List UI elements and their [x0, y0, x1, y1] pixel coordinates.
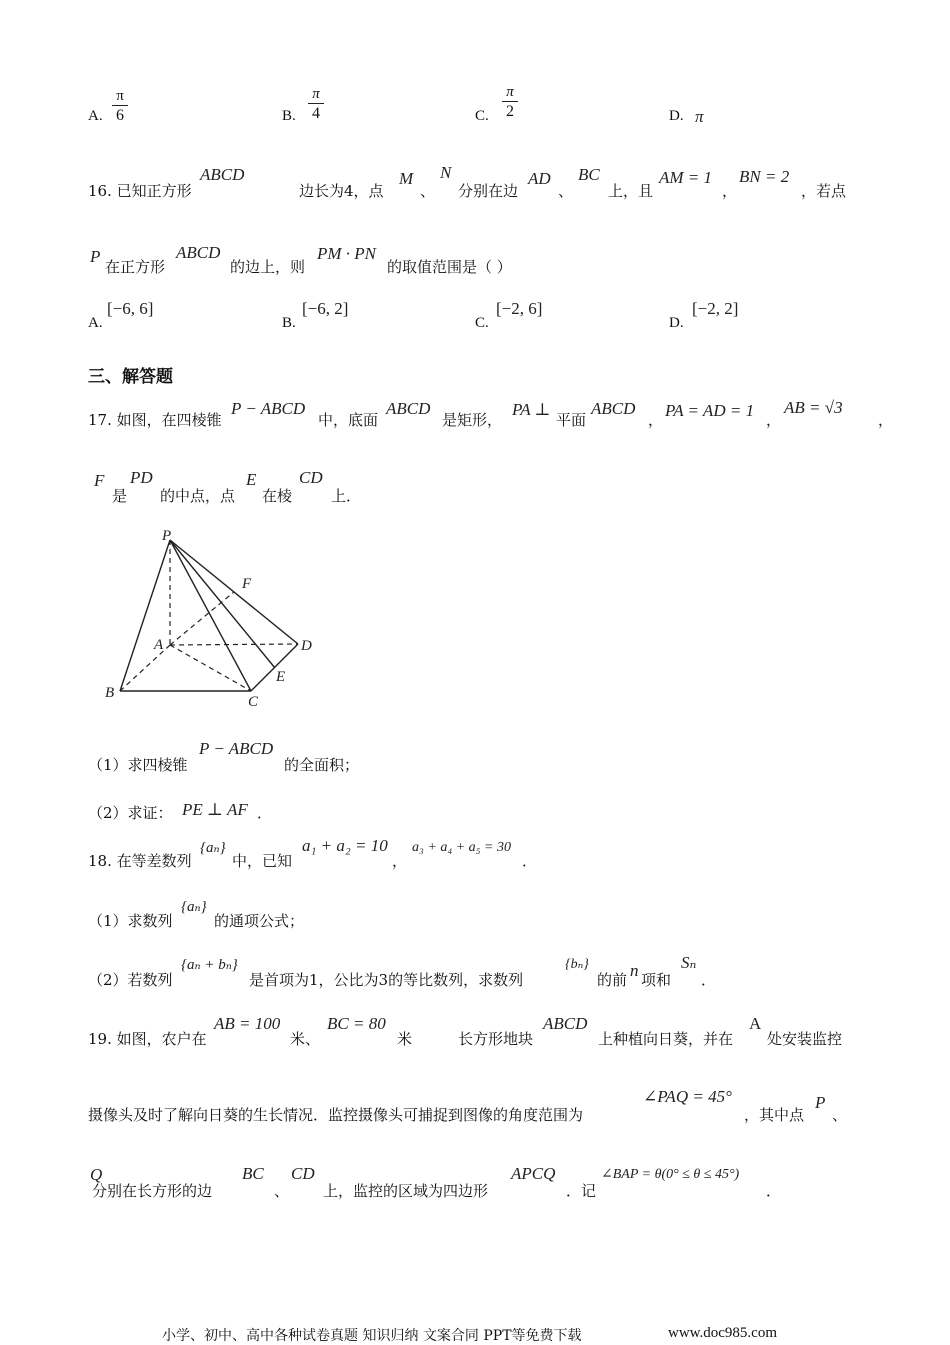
q17-point-e: E	[246, 470, 257, 489]
q18-part2-pre: （2）若数列	[88, 971, 173, 989]
q17-equation-1: PA = AD = 1	[665, 401, 755, 420]
q18-part2-end: ．	[701, 971, 717, 989]
label-e: E	[276, 669, 286, 685]
q18-part1-pre: （1）求数列	[88, 912, 173, 930]
q16-text-1: 边长为4，点	[299, 182, 384, 200]
q19-bc-length: BC = 80	[327, 1014, 386, 1033]
q18-part2-sequence-b: {bₙ}	[565, 957, 589, 972]
q16-dot-product: PM · PN	[317, 244, 377, 263]
q19-angle: ∠PAQ = 45°	[643, 1087, 732, 1106]
q15-option-c-fraction	[502, 84, 518, 121]
pyramid-figure	[100, 525, 330, 715]
q17-part1-post: 的全面积；	[284, 756, 360, 774]
q17-text-2: 是矩形，	[442, 411, 503, 429]
q17-text-3: 平面	[556, 411, 587, 429]
q16-text-5: 在正方形	[105, 258, 166, 276]
label-a: A	[154, 637, 164, 653]
fraction-denominator: 6	[116, 107, 124, 124]
q19-ab-length: AB = 100	[214, 1014, 281, 1033]
q19-quadrilateral: APCQ	[511, 1164, 556, 1183]
q15-option-a-fraction	[112, 88, 128, 125]
q19-prefix: 19. 如图，农户在	[88, 1030, 207, 1048]
q19-text-9: 上，监控的区域为四边形	[323, 1182, 489, 1200]
q19-sep: 、	[274, 1182, 290, 1200]
q19-line-2: 摄像头及时了解向日葵的生长情况．监控摄像头可捕捉到图像的角度范围为	[88, 1106, 584, 1124]
q16-bn-equation: BN = 2	[739, 167, 790, 186]
q15-option-a-letter: A.	[88, 108, 103, 124]
q16-point-p: P	[90, 247, 101, 266]
q17-text-4: 是	[112, 487, 128, 505]
fraction-bar	[502, 101, 518, 102]
q17-plane: ABCD	[591, 399, 636, 418]
q19-text-4: 上种植向日葵，并在	[598, 1030, 734, 1048]
q18-text-1: 中，已知	[232, 852, 293, 870]
q17-edge-pd: PD	[130, 468, 153, 487]
label-b: B	[105, 685, 115, 701]
q17-text-6: 在棱	[262, 487, 293, 505]
q19-point-q: Q	[90, 1165, 103, 1184]
q18-sequence: {aₙ}	[200, 840, 226, 856]
q16-option-a-value: [−6, 6]	[107, 299, 154, 318]
q18-part2-text: 的前	[597, 971, 628, 989]
edge-pe	[170, 540, 275, 668]
q19-edge-cd: CD	[291, 1164, 315, 1183]
q17-text-1: 中，底面	[318, 411, 379, 429]
fraction-numerator: π	[312, 86, 320, 102]
q19-text-2: 米	[397, 1030, 413, 1048]
q16-option-c-value: [−2, 6]	[496, 299, 543, 318]
q18-part2-sum: Sₙ	[681, 953, 697, 972]
q16-edge-ad: AD	[528, 169, 551, 188]
q18-part1-post: 的通项公式；	[214, 912, 305, 930]
q15-option-d-value: π	[695, 107, 704, 126]
label-c: C	[248, 694, 259, 710]
q16-point-n: N	[440, 163, 452, 182]
q16-prefix: 16. 已知正方形	[88, 182, 192, 200]
q19-text-7: 、	[832, 1106, 848, 1124]
q16-edge-bc: BC	[578, 165, 600, 184]
q15-option-d-letter: D.	[669, 108, 684, 124]
q18-end: ．	[522, 852, 538, 870]
q16-point-m: M	[399, 169, 414, 188]
q17-comma-2: ，	[766, 411, 782, 429]
fraction-numerator: π	[116, 88, 124, 104]
q18-equation-2: a₃ + a₄ + a₅ = 30	[412, 840, 511, 855]
q19-theta-range: ∠BAP = θ(0° ≤ θ ≤ 45°)	[601, 1167, 740, 1182]
q16-option-d-value: [−2, 2]	[692, 299, 739, 318]
q19-text-10: ．记	[566, 1182, 597, 1200]
q19-text-8: 分别在长方形的边	[92, 1182, 213, 1200]
q15-option-b-letter: B.	[282, 108, 296, 124]
q16-comma: ，	[722, 182, 738, 200]
q18-part2-mid: 是首项为1，公比为3的等比数列，求数列	[249, 971, 524, 989]
footer-url[interactable]: www.doc985.com	[668, 1325, 778, 1341]
q16-option-c-letter: C.	[475, 315, 489, 331]
q19-text-6: ，其中点	[744, 1106, 805, 1124]
q19-text-3: 长方形地块	[458, 1030, 534, 1048]
q15-option-b-fraction	[308, 86, 324, 123]
section-heading: 三、解答题	[88, 367, 173, 387]
edge-pb	[120, 540, 170, 691]
q17-text-5: 的中点，点	[160, 487, 236, 505]
q15-option-c-letter: C.	[475, 108, 489, 124]
q19-text-1: 米、	[290, 1030, 321, 1048]
q17-part2-math: PE ⊥ AF	[182, 800, 248, 819]
q19-text-5: 处安装监控	[767, 1030, 843, 1048]
fraction-numerator: π	[506, 84, 514, 100]
q17-part1-pre: （1）求四棱锥	[88, 756, 188, 774]
q18-part2-sequence: {aₙ + bₙ}	[181, 957, 238, 973]
label-d: D	[301, 638, 312, 654]
q18-part2-text-2: 项和	[641, 971, 672, 989]
q17-pyramid: P − ABCD	[231, 399, 306, 418]
edge-ad-hidden	[170, 644, 298, 645]
q18-prefix: 18. 在等差数列	[88, 852, 192, 870]
q16-text-2: 分别在边	[458, 182, 519, 200]
q16-text-3: 上，且	[608, 182, 654, 200]
q19-point-a: A	[749, 1014, 762, 1033]
q18-comma: ，	[392, 852, 408, 870]
q19-rectangle: ABCD	[543, 1014, 588, 1033]
q17-part1-math: P − ABCD	[199, 739, 274, 758]
label-p: P	[162, 528, 172, 544]
q16-sep-1: 、	[420, 182, 436, 200]
q17-point-f: F	[94, 471, 105, 490]
q16-square: ABCD	[200, 165, 245, 184]
fraction-denominator: 2	[506, 103, 514, 120]
fraction-denominator: 4	[312, 105, 320, 122]
q18-equation-1: a₁ + a₂ = 10	[302, 836, 388, 855]
q17-equation-2: AB = √3	[784, 398, 843, 417]
q16-option-b-letter: B.	[282, 315, 296, 331]
q16-sep-2: 、	[558, 182, 574, 200]
q16-square-2: ABCD	[176, 243, 221, 262]
q17-comma-1: ，	[648, 411, 664, 429]
q17-text-7: 上．	[331, 487, 362, 505]
q18-part2-n: n	[630, 961, 639, 980]
fraction-bar	[112, 105, 128, 106]
q16-text-4: ，若点	[801, 182, 847, 200]
fraction-bar	[308, 103, 324, 104]
q16-option-d-letter: D.	[669, 315, 684, 331]
q16-text-7: 的取值范围是（ ）	[387, 258, 512, 276]
q17-pa-perp: PA ⊥	[512, 400, 551, 419]
q17-prefix: 17. 如图，在四棱锥	[88, 411, 222, 429]
q16-text-6: 的边上，则	[230, 258, 306, 276]
q19-edge-bc: BC	[242, 1164, 264, 1183]
q19-point-p: P	[815, 1093, 826, 1112]
q16-option-a-letter: A.	[88, 315, 103, 331]
q17-base: ABCD	[386, 399, 431, 418]
q19-end: ．	[766, 1182, 782, 1200]
q17-part2-pre: （2）求证：	[88, 804, 173, 822]
q16-option-b-value: [−6, 2]	[302, 299, 349, 318]
q18-part1-sequence: {aₙ}	[181, 899, 207, 915]
edge-cd	[251, 644, 298, 691]
q17-edge-cd: CD	[299, 468, 323, 487]
label-f: F	[242, 576, 252, 592]
q17-comma-3: ，	[878, 411, 894, 429]
footer-text: 小学、初中、高中各种试卷真题 知识归纳 文案合同 PPT等免费下载	[162, 1328, 582, 1344]
q17-part2-post: ．	[257, 804, 273, 822]
q16-am-equation: AM = 1	[659, 168, 713, 187]
